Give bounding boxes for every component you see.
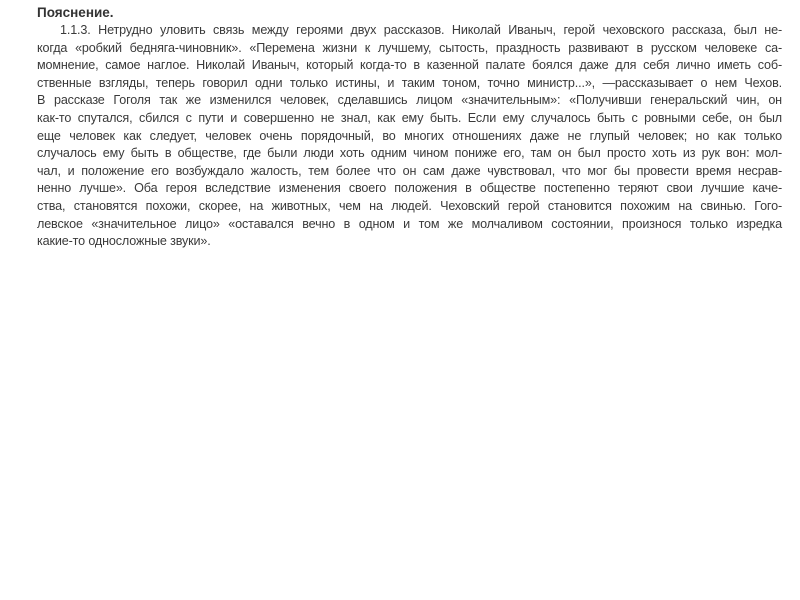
text-line: левское «значительное лицо» «оставался вечно в одном и том же молчаливом состоянии, произнося только изредка — [37, 216, 782, 231]
text-line: еще человек как следует, человек очень порядочный, во многих отношениях даже не глупый человек; но как только — [37, 128, 782, 143]
text-line: как-то спутался, сбился с пути и совершенно не знал, как ему быть. Если ему случалось быть с ровными себе, он был — [37, 110, 782, 125]
explanation-paragraph — [37, 22, 782, 251]
text-line: ненно лучше». Оба героя вследствие изменения своего положения в обществе постепенно теряют свои лучшие каче- — [37, 181, 782, 196]
text-line: какие-то односложные звуки». — [37, 234, 211, 249]
text-line: 1.1.3. Нетрудно уловить связь между героями двух рассказов. Николай Иваныч, герой чеховского рассказа, был не- — [60, 23, 782, 37]
text-line: когда «робкий бедняга-чиновник». «Перемена жизни к лучшему, сытость, праздность развивают в русском человеке са- — [37, 40, 782, 55]
text-line: ственные взгляды, теперь говорил одни только истины, и таким тоном, точно министр...», —рассказывает о нем Чехов. — [37, 75, 782, 90]
text-line: ства, становятся похожи, скорее, на животных, чем на людей. Чеховский герой становится похожим на свинью. Гого- — [37, 198, 782, 213]
text-line: момнение, самое наглое. Николай Иваныч, который когда-то в казенной палате боялся даже для себя лично иметь соб- — [37, 58, 782, 73]
explanation-heading: Пояснение. — [37, 5, 114, 20]
text-line: чал, и положение его возбуждало жалость, тем более что он сам даже чувствовал, что мог бы провести время несрав- — [37, 163, 782, 178]
explanation-section — [37, 0, 782, 251]
text-line: случалось ему быть в обществе, где были люди хоть одним чином пониже его, там он был просто хоть из рук вон: мол- — [37, 146, 782, 161]
text-line: В рассказе Гоголя так же изменился человек, сделавшись лицом «значительным»: «Получивши генеральский чин, он — [37, 93, 782, 108]
